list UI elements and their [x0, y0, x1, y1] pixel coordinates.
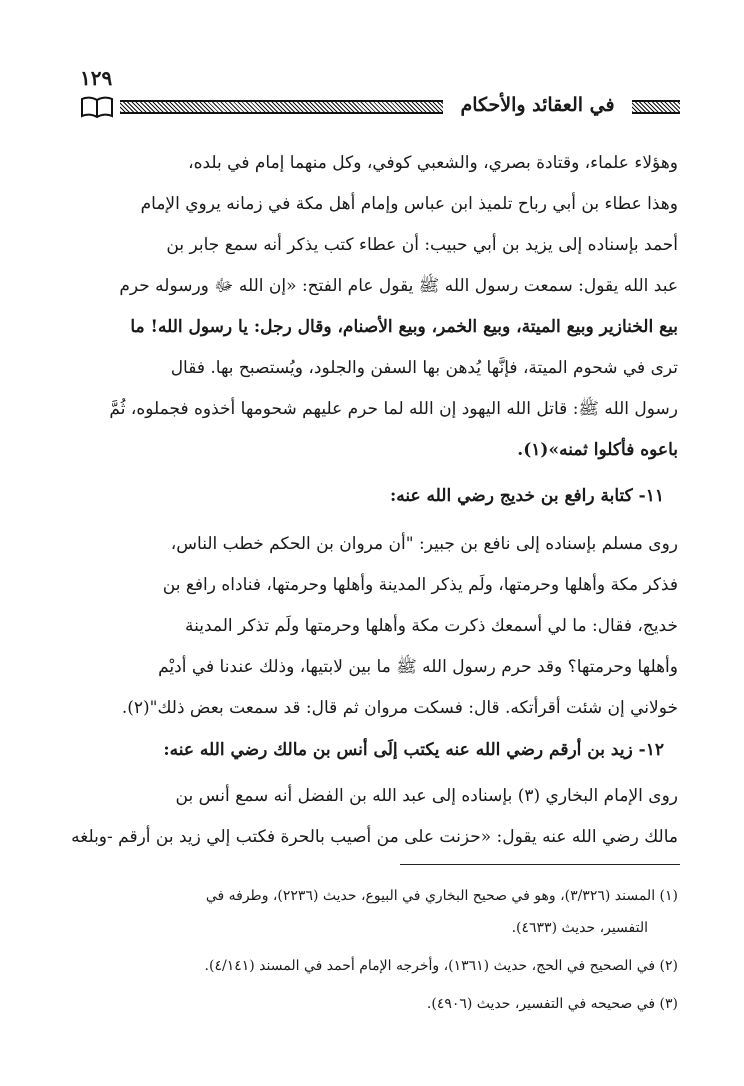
text-line: فذكر مكة وأهلها وحرمتها، ولَم يذكر المدينة وأهلها وحرمتها، فناداه رافع بن: [162, 575, 678, 595]
footnote-1-continued: التفسير، حديث (٤٦٣٣).: [511, 920, 648, 936]
header-ornament-band-left: [120, 100, 443, 114]
section-heading-12: ١٢- زيد بن أرقم رضي الله عنه يكتب إلَى أنس بن مالك رضي الله عنه:: [163, 740, 664, 760]
page-number: ١٢٩: [80, 66, 113, 90]
running-title: في العقائد والأحكام: [460, 94, 615, 116]
footnotes: [64, 880, 678, 1020]
text-line: باعوه فأكلوا ثمنه»(١).: [517, 440, 678, 460]
section-heading-11: ١١- كتابة رافع بن خديج رضي الله عنه:: [389, 486, 664, 506]
text-line: أحمد بإسناده إلى يزيد بن أبي حبيب: أن عطاء كتب يذكر أنه سمع جابر بن: [166, 235, 678, 255]
paragraph-1: [64, 143, 678, 471]
header-ornament-band-right: [632, 100, 680, 114]
text-line: وهذا عطاء بن أبي رباح تلميذ ابن عباس وإمام أهل مكة في زمانه يروي الإمام: [140, 194, 678, 214]
running-header: [80, 94, 680, 122]
footnote-3: (٣) في صحيحه في التفسير، حديث (٤٩٠٦).: [426, 996, 678, 1012]
text-line: خديج، فقال: ما لي أسمعك ذكرت مكة وأهلها وحرمتها ولَم تذكر المدينة: [184, 616, 678, 636]
footnote-divider: [400, 864, 680, 865]
text-line: وأهلها وحرمتها؟ وقد حرم رسول الله ﷺ ما بين لابتيها، وذلك عندنا في أديْم: [158, 657, 678, 677]
text-line: ترى في شحوم الميتة، فإنَّها يُدهن بها السفن والجلود، ويُستصبح بها. فقال: [170, 358, 678, 378]
text-line: مالك رضي الله عنه يقول: «حزنت على من أصيب بالحرة فكتب إلي زيد بن أرقم -وبلغه: [71, 827, 678, 847]
footnote-2: (٢) في الصحيح في الحج، حديث (١٣٦١)، وأخرجه الإمام أحمد في المسند (٤/١٤١).: [204, 958, 678, 974]
text-line: عبد الله يقول: سمعت رسول الله ﷺ يقول عام الفتح: «إن الله ﷻ ورسوله حرم: [119, 276, 678, 296]
text-line: وهؤلاء علماء، وقتادة بصري، والشعبي كوفي، وكل منهما إمام في بلده،: [188, 153, 678, 173]
open-book-icon: [80, 96, 114, 118]
text-line: بيع الخنازير وبيع الميتة، وبيع الخمر، وبيع الأصنام، وقال رجل: يا رسول الله! ما: [130, 317, 678, 337]
paragraph-3: [64, 776, 678, 858]
paragraph-2: [64, 524, 678, 729]
text-line: روى مسلم بإسناده إلى نافع بن جبير: "أن مروان بن الحكم خطب الناس،: [170, 534, 678, 554]
footnote-1: (١) المسند (٣/٣٢٦)، وهو في صحيح البخاري في البيوع، حديث (٢٢٣٦)، وطرفه في: [205, 888, 678, 904]
text-line: خولاني إن شئت أقرأتكه. قال: فسكت مروان ثم قال: قد سمعت بعض ذلك"(٢).: [121, 698, 678, 718]
text-line: روى الإمام البخاري (٣) بإسناده إلى عبد الله بن الفضل أنه سمع أنس بن: [175, 786, 678, 806]
text-line: رسول الله ﷺ: قاتل الله اليهود إن الله لما حرم عليهم شحومها أخذوه فجملوه، ثُمَّ: [109, 399, 678, 419]
